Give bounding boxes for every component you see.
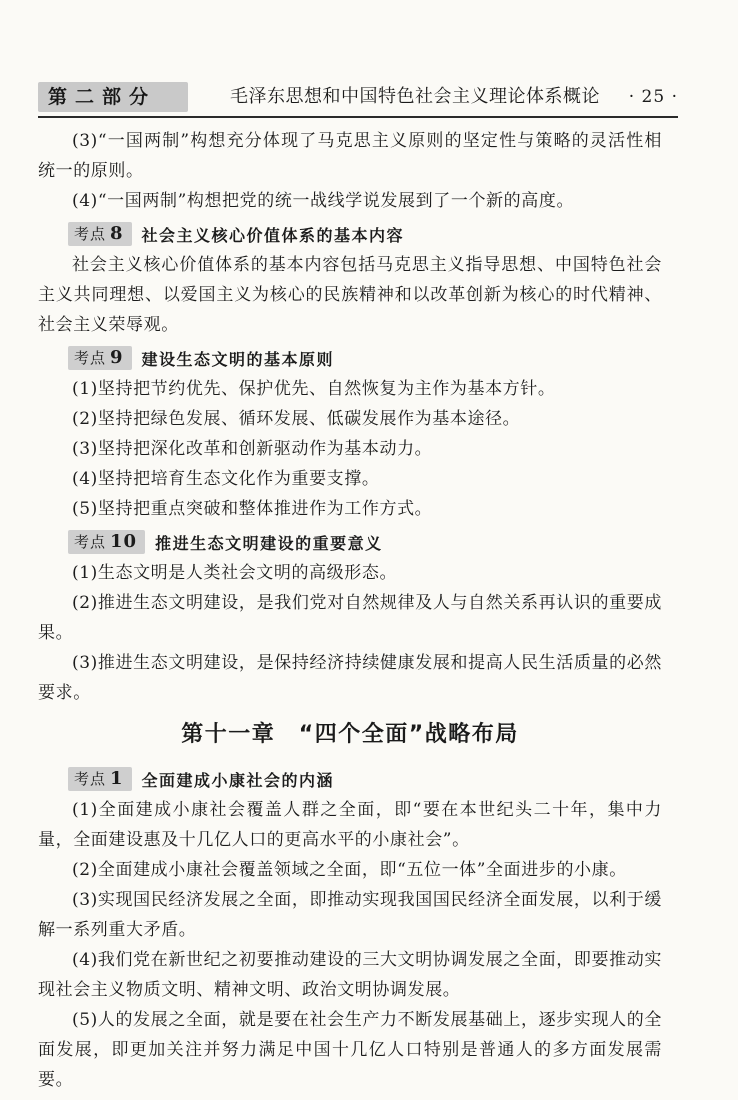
paragraph: (2)坚持把绿色发展、循环发展、低碳发展作为基本途径。 xyxy=(72,409,521,429)
section-title: 全面建成小康社会的内涵 xyxy=(141,770,335,790)
key-point-tag: 考点 1 xyxy=(68,767,132,791)
paragraph: (4)“一国两制”构想把党的统一战线学说发展到了一个新的高度。 xyxy=(72,191,575,211)
running-header xyxy=(38,80,678,118)
chapter-title: 第十一章 “四个全面”战略布局 xyxy=(181,722,519,747)
paragraph: (3)推进生态文明建设，是保持经济持续健康发展和提高人民生活质量的必然要求。 xyxy=(38,653,662,703)
key-point-tag: 考点 8 xyxy=(68,222,132,246)
paragraph: (3)坚持把深化改革和创新驱动作为基本动力。 xyxy=(72,439,433,459)
section-heading-1 xyxy=(68,764,662,794)
paragraph: (4)我们党在新世纪之初要推动建设的三大文明协调发展之全面，即要推动实现社会主义物质文明、精神文明、政治文明协调发展。 xyxy=(38,950,662,1000)
book-title: 毛泽东思想和中国特色社会主义理论体系概论 xyxy=(230,86,600,107)
paragraph: (3)实现国民经济发展之全面，即推动实现我国国民经济全面发展，以利于缓解一系列重大矛盾。 xyxy=(38,890,662,940)
paragraph: 社会主义核心价值体系的基本内容包括马克思主义指导思想、中国特色社会主义共同理想、以爱国主义为核心的民族精神和以改革创新为核心的时代精神、社会主义荣辱观。 xyxy=(38,255,662,335)
paragraph: (5)坚持把重点突破和整体推进作为工作方式。 xyxy=(72,499,433,519)
section-heading-10 xyxy=(68,527,662,557)
paragraph: (3)“一国两制”构想充分体现了马克思主义原则的坚定性与策略的灵活性相统一的原则。 xyxy=(38,131,662,181)
section-heading-9 xyxy=(68,343,662,373)
section-title: 建设生态文明的基本原则 xyxy=(141,349,335,369)
key-point-tag: 考点 10 xyxy=(68,530,145,554)
paragraph: (4)坚持把培育生态文化作为重要支撑。 xyxy=(72,469,380,489)
section-title: 社会主义核心价值体系的基本内容 xyxy=(141,225,405,245)
paragraph: (1)生态文明是人类社会文明的高级形态。 xyxy=(72,563,398,583)
section-title: 推进生态文明建设的重要意义 xyxy=(155,533,383,553)
page-number: · 25 · xyxy=(628,87,678,107)
part-label: 第二部分 xyxy=(38,82,188,112)
section-heading-8 xyxy=(68,219,662,249)
paragraph: (2)推进生态文明建设，是我们党对自然规律及人与自然关系再认识的重要成果。 xyxy=(38,593,662,643)
paragraph: (5)人的发展之全面，就是要在社会生产力不断发展基础上，逐步实现人的全面发展，即更加关注并努力满足中国十几亿人口特别是普通人的多方面发展需要。 xyxy=(38,1010,662,1090)
paragraph: (2)全面建成小康社会覆盖领域之全面，即“五位一体”全面进步的小康。 xyxy=(72,860,627,880)
page-content xyxy=(38,126,662,1095)
paragraph: (1)全面建成小康社会覆盖人群之全面，即“要在本世纪头二十年，集中力量，全面建设惠及十几亿人口的更高水平的小康社会”。 xyxy=(38,800,662,850)
paragraph: (1)坚持把节约优先、保护优先、自然恢复为主作为基本方针。 xyxy=(72,379,556,399)
key-point-tag: 考点 9 xyxy=(68,346,132,370)
